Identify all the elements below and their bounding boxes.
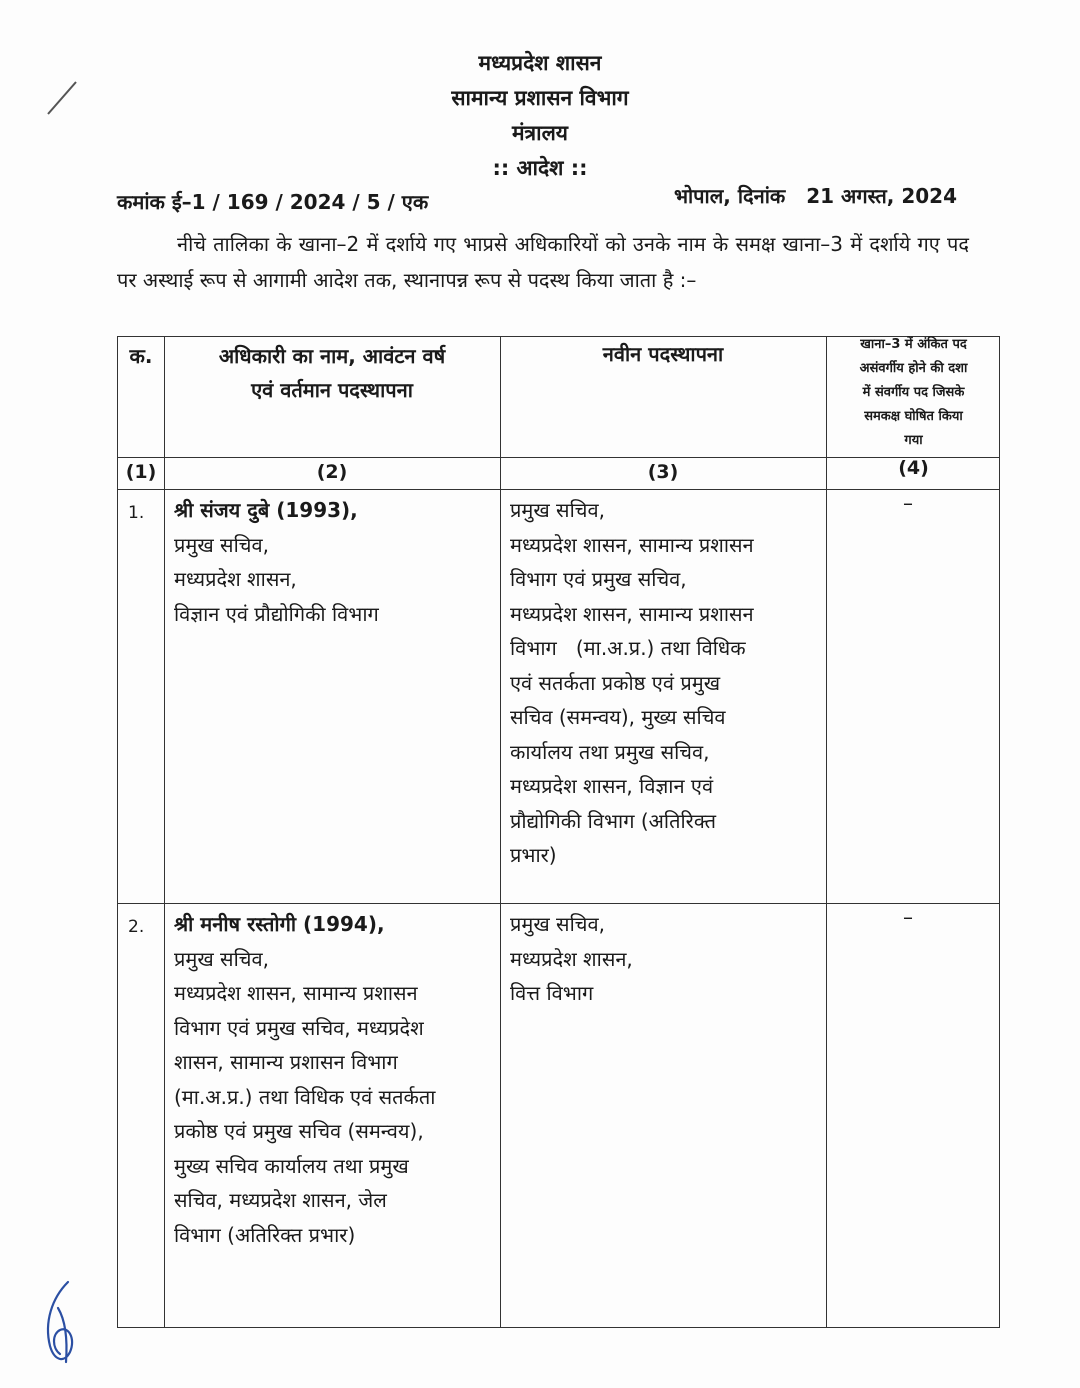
header-equivalent-post <box>826 333 1001 453</box>
posting-line: प्रमुख सचिव, <box>510 912 605 936</box>
officer-detail-line: प्रमुख सचिव, <box>174 946 269 971</box>
posting-line: प्रौद्योगिकी विभाग (अतिरिक्त <box>510 808 716 833</box>
row-serial: 1. <box>128 503 145 523</box>
column-number: (2) <box>316 461 348 483</box>
row-serial: 2. <box>128 917 145 937</box>
posting-line: मध्यप्रदेश शासन, सामान्य प्रशासन <box>510 532 754 557</box>
posting-line: मध्यप्रदेश शासन, सामान्य प्रशासन <box>510 601 754 626</box>
signature-icon <box>38 1278 84 1370</box>
header-officer-line1: अधिकारी का नाम, आवंटन वर्ष <box>218 344 446 368</box>
officer-name: श्री मनीष रस्तोगी (1994), <box>174 912 385 936</box>
posting-line: एवं सतर्कता प्रकोष्ठ एवं प्रमुख <box>510 670 721 695</box>
header-officer-line2: एवं वर्तमान पदस्थापना <box>251 378 413 402</box>
header-ministry: मंत्रालय <box>511 121 568 145</box>
document-header <box>0 46 1080 186</box>
header-equivalent-line: असंवर्गीय होने की दशा <box>859 361 968 376</box>
table-row-rule <box>118 489 999 490</box>
header-equivalent-line: गया <box>904 433 923 448</box>
posting-line: प्रमुख सचिव, <box>510 498 605 522</box>
header-new-posting: नवीन पदस्थापना <box>602 342 724 366</box>
posting-line: वित्त विभाग <box>510 981 594 1005</box>
officer-detail-line: मध्यप्रदेश शासन, सामान्य प्रशासन <box>174 981 418 1005</box>
intro-paragraph: नीचे तालिका के खाना–2 में दर्शाये गए भाप्रसे अधिकारियों को उनके नाम के समक्ष खाना–3 में दर्शाये गए पद पर अस्थाई रूप से आगामी आदेश तक, स्थानापन्न रूप से पदस्थ किया जाता है :– <box>117 232 969 292</box>
officer-detail-line: सचिव, मध्यप्रदेश शासन, जेल <box>174 1188 387 1212</box>
column-number: (1) <box>125 461 157 483</box>
officer-detail-line: शासन, सामान्य प्रशासन विभाग <box>174 1050 398 1074</box>
officer-detail-line: मध्यप्रदेश शासन, <box>174 567 297 591</box>
table-row-rule <box>118 903 999 904</box>
order-date: 21 अगस्त, 2024 <box>806 184 957 208</box>
header-serial: क. <box>129 344 153 368</box>
header-officer <box>164 339 500 407</box>
row-new-posting <box>510 907 633 1011</box>
column-number: (3) <box>647 461 679 483</box>
header-equivalent-line: में संवर्गीय पद जिसके <box>862 385 965 400</box>
posting-line: सचिव (समन्वय), मुख्य सचिव <box>510 705 726 729</box>
officer-detail-line: (मा.अ.प्र.) तथा विधिक एवं सतर्कता <box>174 1084 436 1109</box>
officer-detail-line: प्रमुख सचिव, <box>174 532 269 557</box>
header-equivalent-line: समकक्ष घोषित किया <box>864 409 963 424</box>
posting-line: कार्यालय तथा प्रमुख सचिव, <box>510 739 710 764</box>
posting-line: प्रभार) <box>510 843 557 867</box>
posting-table <box>117 336 1000 1328</box>
header-government: मध्यप्रदेश शासन <box>478 51 602 75</box>
table-column-rule <box>826 337 827 1327</box>
posting-line: मध्यप्रदेश शासन, विज्ञान एवं <box>510 774 714 798</box>
table-column-rule <box>164 337 165 1327</box>
header-department: सामान्य प्रशासन विभाग <box>451 86 629 110</box>
table-column-rule <box>500 337 501 1327</box>
row-new-posting <box>510 493 754 873</box>
equivalent-post-value: – <box>903 491 913 515</box>
posting-line: मध्यप्रदेश शासन, <box>510 946 633 971</box>
header-equivalent-line: खाना–3 में अंकित पद <box>860 337 967 352</box>
order-number: कमांक ई–1 / 169 / 2024 / 5 / एक <box>117 190 429 214</box>
officer-name: श्री संजय दुबे (1993), <box>174 498 358 522</box>
officer-detail-line: विज्ञान एवं प्रौद्योगिकी विभाग <box>174 601 379 626</box>
officer-detail-line: विभाग (अतिरिक्त प्रभार) <box>174 1222 356 1247</box>
order-place: भोपाल, दिनांक <box>673 184 786 208</box>
column-number: (4) <box>898 457 929 479</box>
order-reference-row <box>117 182 967 218</box>
posting-line: विभाग (मा.अ.प्र.) तथा विधिक <box>510 636 746 660</box>
row-officer-details <box>174 907 435 1252</box>
officer-detail-line: विभाग एवं प्रमुख सचिव, मध्यप्रदेश <box>174 1015 424 1040</box>
row-officer-details <box>174 493 379 631</box>
equivalent-post-value: – <box>903 905 913 929</box>
officer-detail-line: प्रकोष्ठ एवं प्रमुख सचिव (समन्वय), <box>174 1119 424 1143</box>
posting-line: विभाग एवं प्रमुख सचिव, <box>510 567 687 591</box>
header-order-title: :: आदेश :: <box>492 156 588 180</box>
order-date-block <box>674 182 957 209</box>
officer-detail-line: मुख्य सचिव कार्यालय तथा प्रमुख <box>174 1153 409 1178</box>
